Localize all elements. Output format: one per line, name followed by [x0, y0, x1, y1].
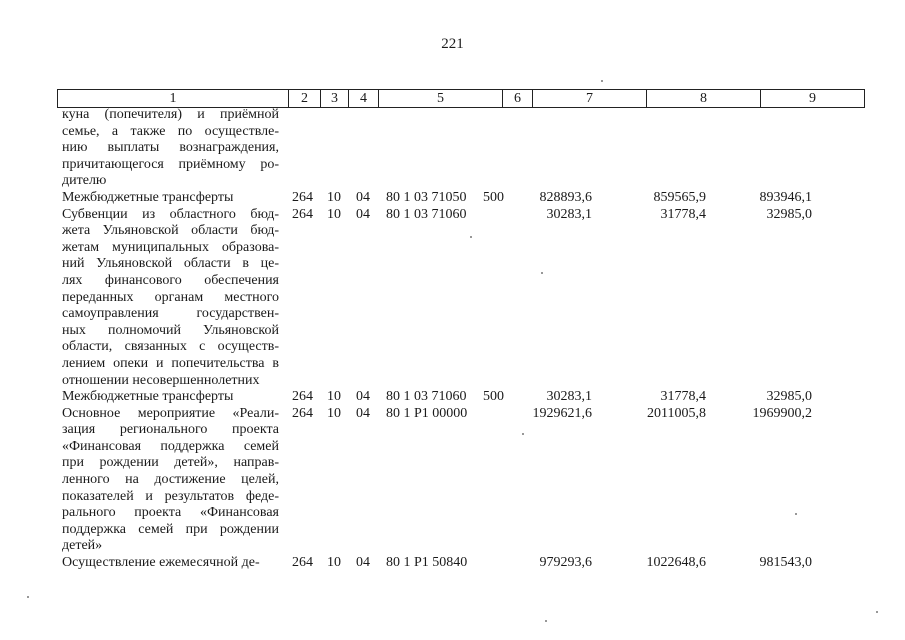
budget-table-body [62, 107, 842, 572]
amount-year-3: 32985,0 [766, 389, 812, 405]
row-name [62, 389, 279, 406]
publisher-code: 264 [292, 555, 313, 571]
row-name-line: отношении несовершеннолетних [62, 372, 260, 388]
expense-type-code: 500 [483, 189, 504, 205]
publisher-code: 264 [292, 389, 313, 405]
row-name-line: Основное мероприятие «Реали- [62, 405, 279, 421]
header-col-4: 4 [349, 90, 379, 108]
row-name-line: Осуществление ежемесячной де- [62, 555, 260, 571]
section-code: 10 [327, 206, 341, 222]
row-name-line: детей» [62, 538, 103, 554]
row-name-line: жетам муниципальных образова- [62, 239, 279, 255]
target-article-code: 80 1 03 71050 [386, 189, 467, 205]
section-code: 10 [327, 189, 341, 205]
table-row [62, 107, 842, 190]
publisher-code: 264 [292, 405, 313, 421]
subsection-code: 04 [356, 189, 370, 205]
scan-speck [522, 433, 524, 435]
row-name-line: «Финансовая поддержка семей [62, 438, 279, 454]
header-col-3: 3 [321, 90, 349, 108]
row-name-line: при рождении детей», направ- [62, 455, 279, 471]
amount-year-2: 859565,9 [653, 189, 706, 205]
row-name-line: нию выплаты вознаграждения, [62, 140, 279, 156]
row-name-line: переданных органам местного [62, 289, 279, 305]
row-name-line: Межбюджетные трансферты [62, 189, 234, 205]
subsection-code: 04 [356, 555, 370, 571]
table-row [62, 190, 842, 207]
row-name-line: лением опеки и попечительства в [62, 355, 279, 371]
publisher-code: 264 [292, 206, 313, 222]
amount-year-3: 1969900,2 [752, 405, 812, 421]
target-article-code: 80 1 P1 00000 [386, 405, 468, 421]
scan-speck [27, 596, 29, 598]
expense-type-code: 500 [483, 389, 504, 405]
scan-speck [470, 236, 472, 238]
row-name-line: самоуправления государствен- [62, 306, 279, 322]
header-col-1: 1 [58, 90, 289, 108]
amount-year-2: 1022648,6 [646, 555, 706, 571]
column-number-header [57, 89, 865, 108]
row-name-line: зация регионального проекта [62, 422, 279, 438]
row-name-line: Субвенции из областного бюд- [62, 206, 279, 222]
subsection-code: 04 [356, 206, 370, 222]
table-row [62, 207, 842, 390]
row-name-line: поддержка семей при рождении [62, 521, 279, 537]
amount-year-3: 32985,0 [766, 206, 812, 222]
scan-speck [601, 80, 603, 82]
amount-year-1: 828893,6 [539, 189, 592, 205]
header-col-5: 5 [379, 90, 503, 108]
amount-year-1: 30283,1 [546, 206, 592, 222]
scan-speck [541, 272, 543, 274]
row-name-line: показателей и результатов феде- [62, 488, 279, 504]
row-name-line: куна (попечителя) и приёмной [62, 107, 279, 122]
row-name-line: причитающегося приёмному ро- [62, 156, 279, 172]
amount-year-3: 893946,1 [759, 189, 812, 205]
row-name-line: рального проекта «Финансовая [62, 505, 279, 521]
header-col-8: 8 [647, 90, 761, 108]
amount-year-3: 981543,0 [759, 555, 812, 571]
amount-year-2: 2011005,8 [647, 405, 706, 421]
row-name [62, 107, 279, 190]
row-name [62, 555, 279, 572]
amount-year-2: 31778,4 [660, 206, 706, 222]
row-name-line: лях финансового обеспечения [62, 272, 279, 288]
row-name-line: ных полномочий Ульяновской [62, 322, 279, 338]
header-row [58, 90, 865, 108]
row-name-line: дителю [62, 173, 107, 189]
row-name-line: жета Ульяновской области бюд- [62, 223, 279, 239]
header-col-2: 2 [289, 90, 321, 108]
table-row [62, 389, 842, 406]
page-number: 221 [441, 36, 464, 52]
table-row [62, 406, 842, 555]
row-name [62, 406, 279, 555]
section-code: 10 [327, 405, 341, 421]
publisher-code: 264 [292, 189, 313, 205]
row-name [62, 207, 279, 390]
row-name-line: семье, а также по осуществле- [62, 123, 279, 139]
subsection-code: 04 [356, 405, 370, 421]
scan-speck [545, 620, 547, 622]
target-article-code: 80 1 03 71060 [386, 389, 467, 405]
scan-speck [795, 513, 797, 515]
table-row [62, 555, 842, 572]
amount-year-1: 979293,6 [539, 555, 592, 571]
amount-year-2: 31778,4 [660, 389, 706, 405]
amount-year-1: 1929621,6 [532, 405, 592, 421]
row-name-line: области, связанных с осуществ- [62, 339, 279, 355]
header-col-7: 7 [533, 90, 647, 108]
row-name-line: ний Ульяновской области в це- [62, 256, 279, 272]
header-col-9: 9 [761, 90, 865, 108]
scan-speck [876, 611, 878, 613]
row-name-line: Межбюджетные трансферты [62, 389, 234, 405]
header-col-6: 6 [503, 90, 533, 108]
section-code: 10 [327, 389, 341, 405]
row-name-line: ленного на достижение целей, [62, 472, 279, 488]
subsection-code: 04 [356, 389, 370, 405]
target-article-code: 80 1 P1 50840 [386, 555, 468, 571]
target-article-code: 80 1 03 71060 [386, 206, 467, 222]
amount-year-1: 30283,1 [546, 389, 592, 405]
section-code: 10 [327, 555, 341, 571]
row-name [62, 190, 279, 207]
